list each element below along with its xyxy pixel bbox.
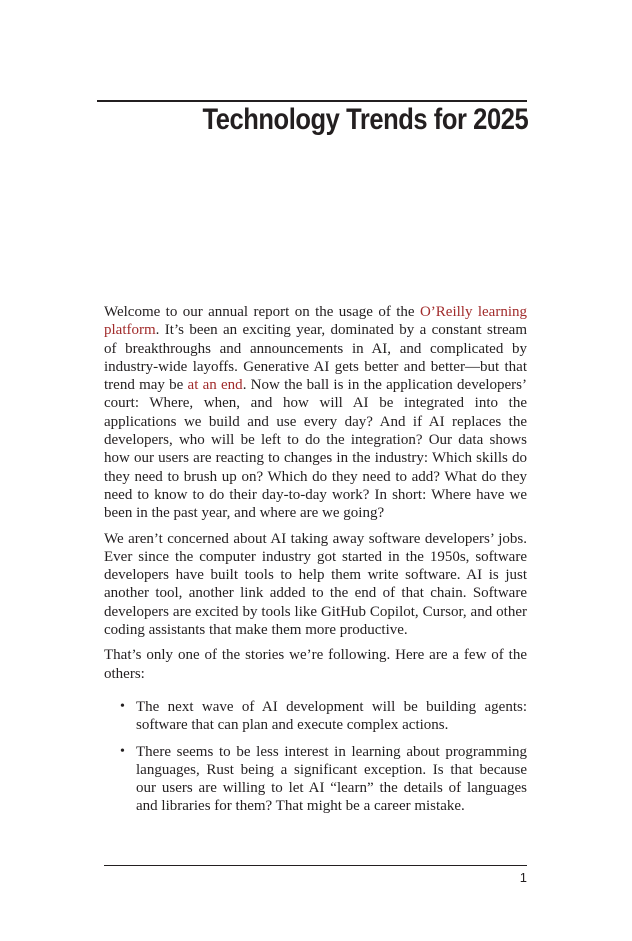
text-segment: We aren’t concerned about AI taking away software developers’ jobs. Ever since the computer industry got started in the 1950s, software developers have built tools to help them write software. AI is just another tool, another link added to the end of that chain. Software developers are excited by tools like GitHub Copilot, Cursor, and other coding assistants that make them more productive. [104,530,527,639]
bullet-list [104,698,527,816]
bullet-item: • The next wave of AI development will be building agents: software that can plan and execute complex actions. [136,698,527,735]
page-number: 1 [519,870,527,885]
paragraph [104,530,527,640]
bullet-item: • There seems to be less interest in learning about programming languages, Rust being a significant exception. Is that because our users are willing to let AI “learn” the details of languages and libraries for them? That might be a career mistake. [136,743,527,816]
text-segment: Welcome to our annual report on the usage of the [104,304,420,320]
footer-rule [104,865,527,866]
body-text [104,303,527,824]
text-segment: . Now the ball is in the application developers’ court: Where, when, and how will AI be integrated into the applications we build and use every day? And if AI replaces the developers, who will be left to do the integration? Our data shows how our users are reacting to changes in the industry: Which skills do they need to brush up on? Which do they need to add? What do they need to know to do their day-to-day work? In short: Where have we been in the past year, and where are we going? [104,377,528,522]
text-segment: That’s only one of the stories we’re following. Here are a few of the others: [104,647,527,682]
paragraph [104,303,527,523]
inline-link[interactable]: O’Reilly learning platform [104,304,528,339]
paragraph [104,646,527,683]
page-title: Technology Trends for 2025 [202,103,528,136]
inline-link[interactable]: at an end [187,377,243,394]
header-rule [97,100,527,102]
text-segment: . It’s been an exciting year, dominated by a constant stream of breakthroughs and announcements in AI, and complicated by industry-wide layoffs. Generative AI gets better and better—but that trend may be [104,322,527,394]
